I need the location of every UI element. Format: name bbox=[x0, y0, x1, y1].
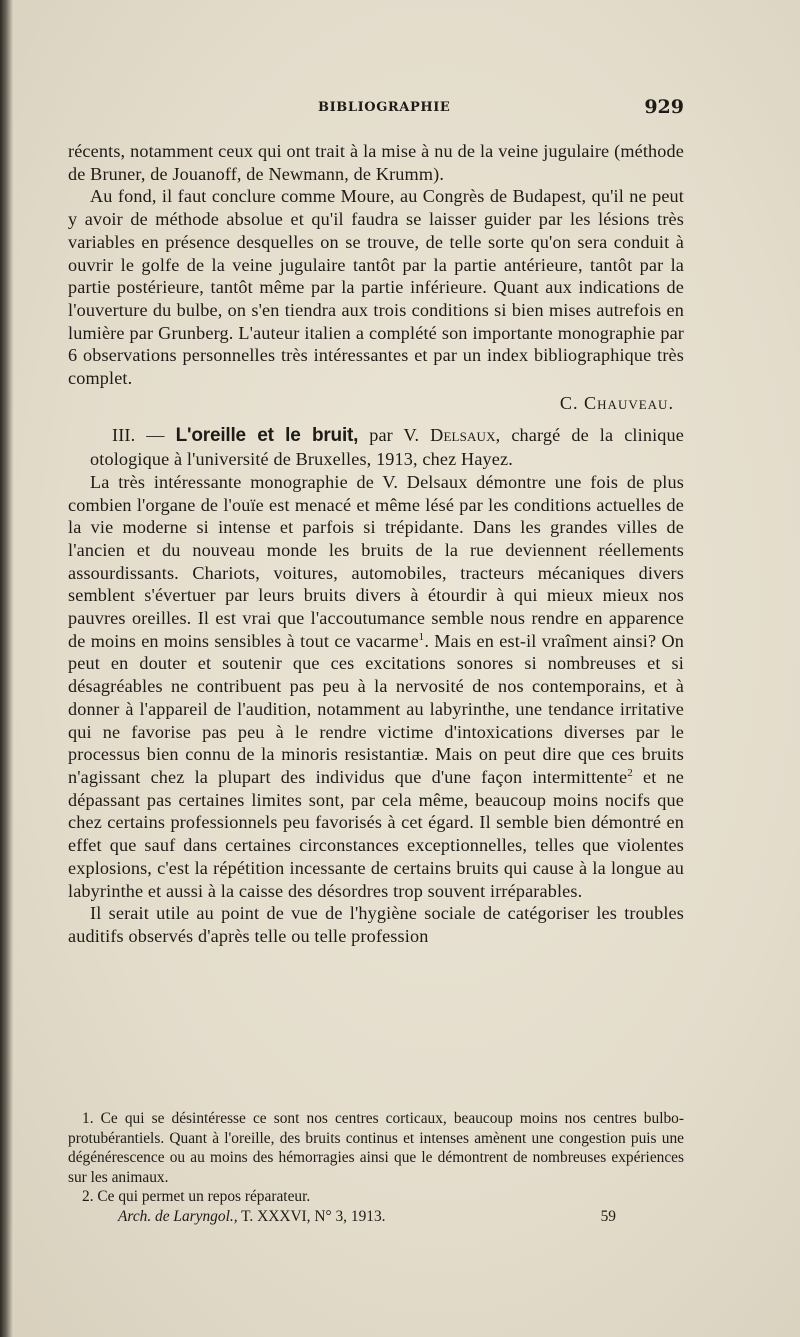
paragraph-conclusion: Au fond, il faut conclure comme Moure, au Congrès de Budapest, qu'il ne peut y avoir de méthode absolue et qu'il faudra se laisser guider par les lésions très variables en présence desquelles on se trouve, de telle sorte qu'on sera conduit à ouvrir le golfe de la veine jugulaire tantôt par la partie antérieure, tantôt par la partie postérieure, tantôt même par la partie inférieure. Quant aux indications de l'ouverture du bulbe, on s'en tiendra aux trois conditions si bien mises autrefois en lumière par Grunberg. L'auteur italien a complété son importante monographie par 6 observations personnelles très intéressantes et par un index bibliographique très complet. bbox=[68, 186, 684, 389]
paragraph-continued: récents, notamment ceux qui ont trait à la mise à nu de la veine jugulaire (méthode de Bruner, de Jouanoff, de Newmann, de Krumm). bbox=[68, 141, 684, 184]
entry-number: III. — bbox=[112, 425, 165, 446]
entry-details: chargé de la clinique otologique à l'université de Bruxelles, 1913, chez Hayez. bbox=[90, 425, 684, 470]
running-title: BIBLIOGRAPHIE bbox=[318, 100, 451, 115]
review-text-part-2: . Mais en est-il vraîment ainsi? On peut en douter et soutenir que ces excitations sonores si nombreuses et si désagréables ne contribuent pas peu à la nervosité de nos contemporains, et à donner à l'appareil de l'audition, notamment au labyrinthe, une tendance irritative qui ne favorise pas peu à le rendre victime d'intoxications diverses par le processus bien connu de la minoris resistantiæ. Mais on peut dire que ces bruits n'agissant chez la plupart des individus que d'une façon intermittente bbox=[68, 630, 684, 787]
paragraph-final: Il serait utile au point de vue de l'hygiène sociale de catégoriser les troubles auditifs observés d'après telle ou telle profession bbox=[68, 903, 684, 946]
journal-volume: T. XXXVI, N° 3, 1913. bbox=[241, 1207, 386, 1225]
page-binding-edge bbox=[0, 0, 14, 1337]
main-text bbox=[68, 140, 684, 948]
journal-citation bbox=[118, 1207, 386, 1227]
footnotes bbox=[68, 1109, 684, 1227]
review-signature: C. Chauveau. bbox=[559, 392, 674, 413]
review-text-part-1: La très intéressante monographie de V. Delsaux démontre une fois de plus combien l'organe de l'ouïe est menacé et même lésé par les conditions actuelles de la vie moderne si intense et parfois si trépidante. Dans les grandes villes de l'ancien et du nouveau monde les bruits de la rue deviennent réellements assourdissants. Chariots, voitures, automobiles, tracteurs mécaniques divers semblent s'évertuer par leurs bruits divers à étourdir à qui mieux mieux nos pauvres oreilles. Il est vrai que l'accoutumance semble nous rendre en apparence de moins en moins sensibles à tout ce vacarme bbox=[68, 471, 684, 651]
paragraph-review bbox=[68, 471, 684, 902]
page-header bbox=[318, 96, 684, 120]
journal-name: Arch. de Laryngol., bbox=[118, 1207, 238, 1225]
bibliography-entry bbox=[68, 424, 684, 470]
footnote-ref-1: 1 bbox=[418, 630, 425, 643]
review-text-part-3: et ne dépassant pas certaines limites sont, par cela même, beaucoup moins nocifs que chez certains professionnels peu favorisés à cet égard. Il semble bien démontré en effet que sauf dans certaines circonstances exceptionnelles, telles que violentes explosions, c'est la répétition incessante de certains bruits qui cause à la longue au labyrinthe et aussi à la caisse des désordres trop souvent irréparables. bbox=[68, 766, 684, 901]
entry-author: Delsaux, bbox=[430, 425, 501, 446]
entry-title: L'oreille et le bruit, bbox=[175, 425, 359, 447]
page-number: 929 bbox=[644, 96, 684, 118]
footnote-ref-2: 2 bbox=[627, 766, 633, 779]
footnote-1: 1. Ce qui se désintéresse ce sont nos centres corticaux, beaucoup moins nos centres bulbo-protubérantiels. Quant à l'oreille, des bruits continus et intenses amènent une congestion puis une dégénérescence ou au moins des hémorragies ainsi que le démontrent de nombreuses expériences sur les animaux. bbox=[68, 1110, 684, 1186]
entry-by: par V. bbox=[369, 425, 420, 446]
page-footer bbox=[68, 1207, 684, 1227]
footnote-2: 2. Ce qui permet un repos réparateur. bbox=[82, 1188, 311, 1206]
signature-mark: 59 bbox=[600, 1207, 616, 1225]
